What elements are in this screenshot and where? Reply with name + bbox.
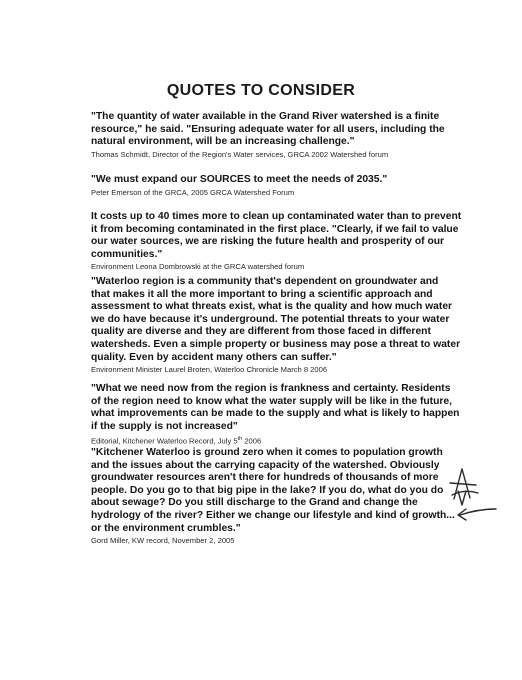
quote-block [91,383,471,447]
quote-text: "Kitchener Waterloo is ground zero when it comes to population growth and the issues about the carrying capacity of the watershed. Obviously groundwater resources aren't there for hundreds of thousands of more people. Do you go to that big pipe in the lake? If you do, what do you do about sewage? Do you still discharge to the Grand and change the hydrology of the river? Either we change our lifestyle and kind of growth... or the environment crumbles." [91,447,455,534]
quote-text: It costs up to 40 times more to clean up contaminated water than to prevent it from becoming contaminated in the first place. "Clearly, if we fail to value our water sources, we are risking the future health and prosperity of our communities." [91,211,462,260]
quote-text: "What we need now from the region is frankness and certainty. Residents of the region need to know what the water supply will be like in the future, what improvements can be made to the supply and what is likely to happen if the supply is not increased" [91,383,460,432]
attribution-main: Editorial, Kitchener Waterloo Record, July 5 [91,436,238,446]
quote-text: "The quantity of water available in the Grand River watershed is a finite resource," he said. "Ensuring adequate water for all users, including the natural environment, will be an increasing challenge." [91,111,445,148]
page-title: QUOTES TO CONSIDER [166,82,356,99]
attribution-year: 2006 [242,436,262,446]
quote-attribution: Thomas Schmidt, Director of the Region's Water services, GRCA 2002 Watershed forum [91,149,389,159]
quote-block [91,111,471,160]
quote-attribution: Gord Miller, KW record, November 2, 2005 [91,536,235,546]
handwritten-star-arrow-mark [440,465,500,535]
quote-block [91,211,471,272]
quote-block [91,447,471,546]
quote-attribution: Peter Emerson of the GRCA, 2005 GRCA Watershed Forum [91,187,295,197]
attribution-superscript: th [237,436,243,443]
quote-text: "Waterloo region is a community that's dependent on groundwater and that makes it all the more important to bring a scientific approach and assessment to what threats exist, what is the quality and how much water we do have because it's underground. The potential threats to your water quality are diverse and they are different from those faced in different watersheds. Even a simple property or business may pose a threat to water quality. Even by accident many others can suffer." [91,276,461,363]
quote-attribution: Environment Minister Laurel Broten, Waterloo Chronicle March 8 2006 [91,365,328,375]
quote-block [91,174,471,198]
quote-text: "We must expand our SOURCES to meet the needs of 2035." [91,174,388,185]
quote-attribution: Environment Leona Dombrowski at the GRCA watershed forum [91,262,305,272]
quote-attribution [91,434,471,447]
quote-block [91,276,471,375]
